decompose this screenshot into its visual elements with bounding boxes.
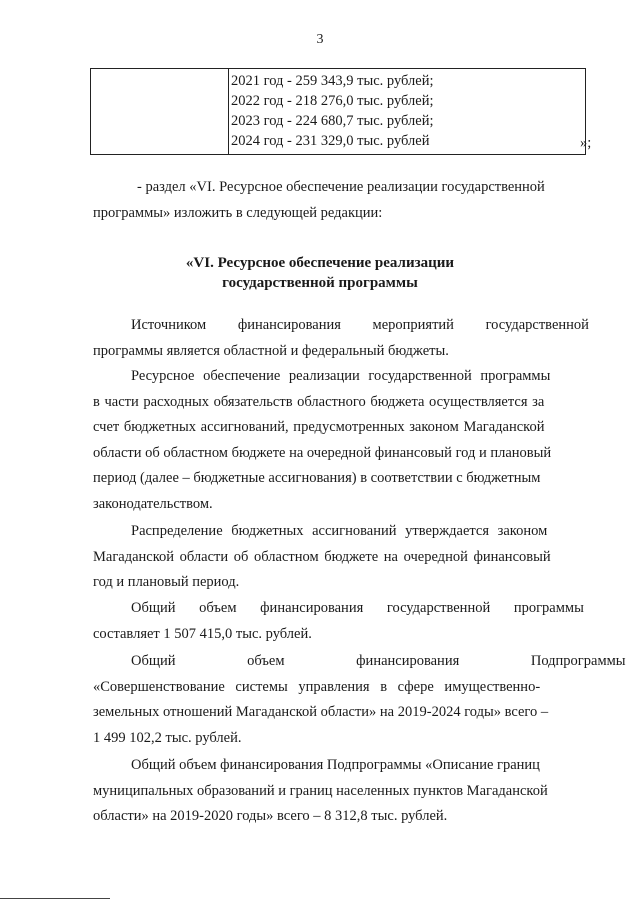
paragraph-line: Источником финансирования мероприятий государственной: [131, 317, 589, 333]
paragraph-line: муниципальных образований и границ населенных пунктов Магаданской: [93, 782, 548, 799]
paragraph-line: период (далее – бюджетные ассигнования) в соответствии с бюджетным: [93, 470, 541, 486]
table-left-cell: [91, 69, 229, 154]
table-line: 2023 год - 224 680,7 тыс. рублей;: [231, 113, 434, 129]
footer-rule: [0, 898, 110, 899]
paragraph-line: в части расходных обязательств областного бюджета осуществляется за: [93, 393, 545, 410]
table-line: 2021 год - 259 343,9 тыс. рублей;: [231, 73, 434, 89]
paragraph-line: области» на 2019-2020 годы» всего – 8 312,8 тыс. рублей.: [93, 808, 448, 824]
paragraph-line: программы является областной и федеральный бюджеты.: [93, 342, 449, 359]
table-right-cell: [231, 71, 581, 151]
paragraph-line: Магаданской области об областном бюджете на очередной финансовый: [93, 548, 551, 565]
paragraph-distribution: [93, 519, 583, 596]
intro-paragraph: [93, 175, 583, 226]
intro-line: программы» изложить в следующей редакции:: [93, 204, 383, 221]
paragraph-sources: [93, 313, 589, 364]
paragraph-line: Общий объем финансирования Подпрограммы «Описание границ: [131, 757, 540, 773]
paragraph-total: [93, 596, 583, 647]
paragraph-line: Общий объем финансирования государственной программы: [131, 600, 584, 616]
paragraph-line: Распределение бюджетных ассигнований утверждается законом: [131, 523, 548, 539]
intro-line: - раздел «VI. Ресурсное обеспечение реализации государственной: [137, 179, 545, 195]
paragraph-line: «Совершенствование системы управления в сфере имущественно-: [93, 678, 541, 695]
paragraph-line: земельных отношений Магаданской области» на 2019-2024 годы» всего –: [93, 704, 549, 720]
paragraph-line: 1 499 102,2 тыс. рублей.: [93, 729, 242, 746]
heading-line: государственной программы: [222, 275, 418, 291]
section-heading: [0, 253, 640, 293]
financing-table: [90, 68, 586, 155]
paragraph-subprogram-1: [93, 649, 626, 751]
paragraph-line: Ресурсное обеспечение реализации государственной программы: [131, 368, 551, 384]
paragraph-line: составляет 1 507 415,0 тыс. рублей.: [93, 625, 312, 642]
table-closing-quote: »;: [580, 135, 592, 151]
paragraph-line: области об областном бюджете на очередной финансовый год и плановый: [93, 444, 552, 461]
paragraph-subprogram-2: [93, 753, 583, 830]
paragraph-line: Общий объем финансирования Подпрограммы: [131, 653, 626, 669]
paragraph-resource: [93, 364, 583, 517]
heading-line: «VI. Ресурсное обеспечение реализации: [185, 255, 455, 271]
page-number: 3: [316, 32, 324, 47]
table-line: 2024 год - 231 329,0 тыс. рублей: [231, 133, 430, 149]
paragraph-line: год и плановый период.: [93, 574, 240, 590]
table-line: 2022 год - 218 276,0 тыс. рублей;: [231, 93, 434, 109]
paragraph-line: законодательством.: [93, 495, 213, 512]
paragraph-line: счет бюджетных ассигнований, предусмотренных законом Магаданской: [93, 419, 545, 435]
